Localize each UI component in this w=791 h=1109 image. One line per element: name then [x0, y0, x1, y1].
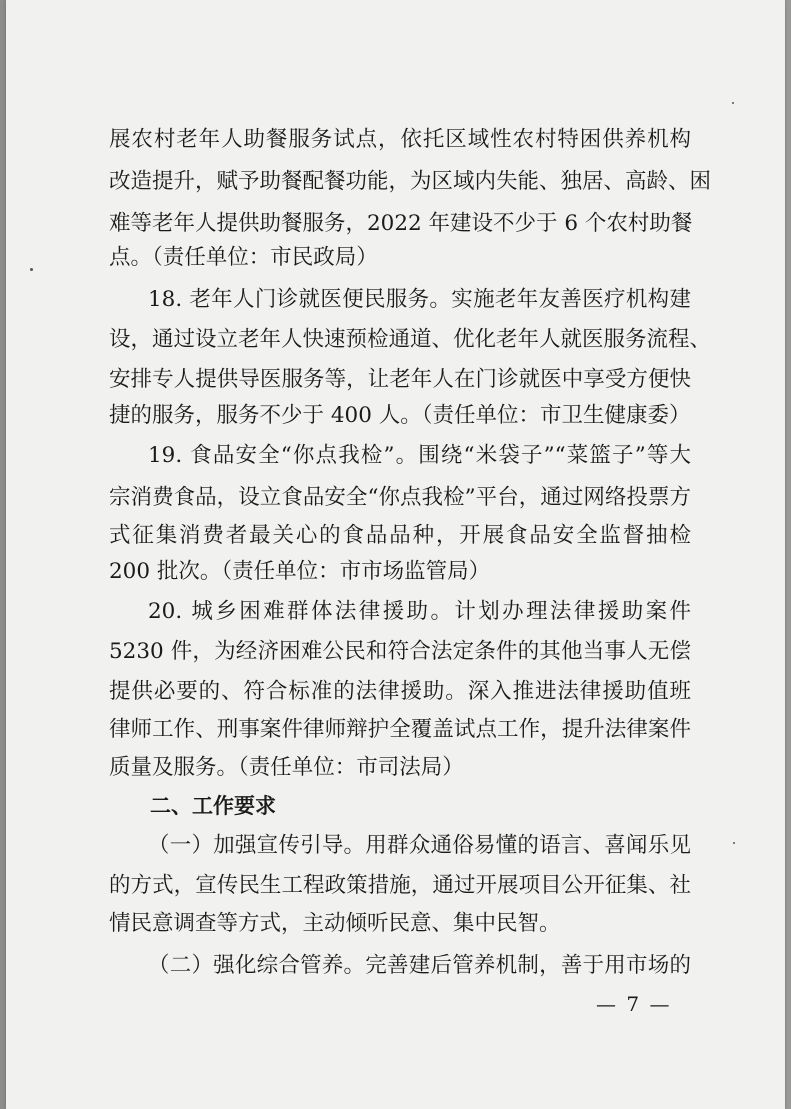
- scan-edge-right: [785, 0, 791, 1109]
- scan-speck: [30, 268, 33, 271]
- body-line: 200 批次。（责任单位：市市场监管局）: [109, 559, 491, 584]
- body-line: 律师工作、刑事案件律师辩护全覆盖试点工作，提升法律案件: [109, 717, 691, 742]
- item-19-title-line: 19. 食品安全“你点我检”。围绕“米袋子”“菜篮子”等大: [148, 443, 691, 468]
- page-number: — 7 —: [596, 992, 672, 1016]
- body-line: 的方式，宣传民生工程政策措施，通过开展项目公开征集、社: [109, 873, 691, 898]
- body-line: 5230 件，为经济困难公民和符合法定条件的其他当事人无偿: [109, 639, 691, 664]
- body-line: 提供必要的、符合标准的法律援助。深入推进法律援助值班: [109, 679, 691, 704]
- body-line: 点。（责任单位：市民政局）: [109, 245, 378, 270]
- requirement-2-line: （二）强化综合管养。完善建后管养机制，善于用市场的: [148, 953, 691, 978]
- body-line: 安排专人提供导医服务等，让老年人在门诊就医中享受方便快: [109, 367, 691, 392]
- body-line: 宗消费食品，设立食品安全“你点我检”平台，通过网络投票方: [109, 485, 691, 510]
- body-line: 展农村老年人助餐服务试点，依托区域性农村特困供养机构: [109, 127, 691, 152]
- item-20-title-line: 20. 城乡困难群体法律援助。计划办理法律援助案件: [148, 599, 691, 624]
- requirement-1-line: （一）加强宣传引导。用群众通俗易懂的语言、喜闻乐见: [148, 833, 691, 858]
- body-line: 捷的服务，服务不少于 400 人。（责任单位：市卫生健康委）: [109, 403, 691, 428]
- body-line: 改造提升，赋予助餐配餐功能，为区域内失能、独居、高龄、困: [109, 169, 712, 194]
- item-18-title-line: 18. 老年人门诊就医便民服务。实施老年友善医疗机构建: [148, 287, 691, 312]
- section-heading: 二、工作要求: [150, 794, 276, 818]
- body-line: 式征集消费者最关心的食品品种，开展食品安全监督抽检: [109, 523, 691, 548]
- body-line: 难等老年人提供助餐服务，2022 年建设不少于 6 个农村助餐: [109, 211, 693, 236]
- scan-speck: [733, 842, 735, 844]
- body-line: 质量及服务。（责任单位：市司法局）: [109, 755, 464, 780]
- body-line: 情民意调查等方式，主动倾听民意、集中民智。: [109, 911, 561, 936]
- document-page: [6, 0, 785, 1109]
- body-line: 设，通过设立老年人快速预检通道、优化老年人就医服务流程、: [109, 327, 712, 352]
- scan-speck: [732, 102, 734, 104]
